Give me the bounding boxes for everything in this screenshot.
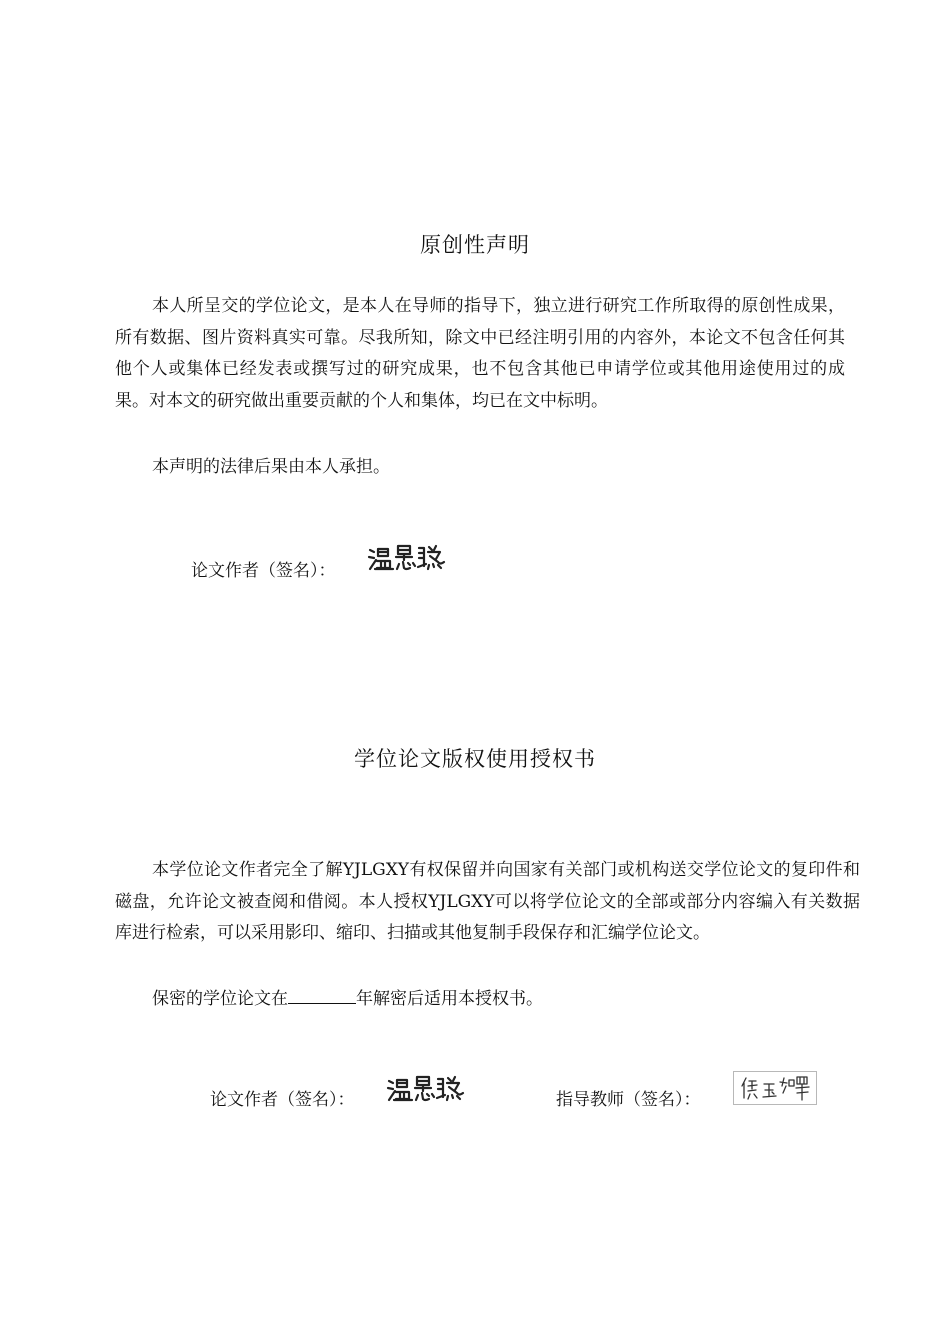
confidential-suffix-text: 年解密后适用本授权书。 — [356, 989, 543, 1009]
advisor-signature-label: 指导教师（签名）： — [556, 1090, 701, 1110]
confidential-prefix-text: 保密的学位论文在 — [152, 989, 288, 1009]
copyright-authorization-title: 学位论文版权使用授权书 — [354, 747, 596, 771]
signature-scribble-icon — [385, 1071, 469, 1105]
authorization-paragraph: 本学位论文作者完全了解YJLGXY有权保留并向国家有关部门或机构送交学位论文的复印件和磁盘，允许论文被查阅和借阅。本人授权YJLGXY可以将学位论文的全部或部分内容编入有关数据库进行检索，可以采用影印、缩印、扫描或其他复制手段保存和汇编学位论文。 — [115, 860, 860, 943]
declaration-paragraph: 本人所呈交的学位论文，是本人在导师的指导下，独立进行研究工作所取得的原创性成果，所有数据、图片资料真实可靠。尽我所知，除文中已经注明引用的内容外，本论文不包含任何其他个人或集体已经发表或撰写过的研究成果，也不包含其他已申请学位或其他用途使用过的成果。对本文的研究做出重要贡献的个人和集体，均已在文中标明。 — [115, 296, 845, 411]
declaration-liability-paragraph: 本声明的法律后果由本人承担。 — [152, 457, 390, 477]
authorization-author-signature-label: 论文作者（签名）： — [210, 1090, 355, 1110]
declaration-author-signature-label: 论文作者（签名）： — [191, 561, 336, 581]
signature-scribble-icon — [734, 1072, 816, 1104]
signature-scribble-icon — [366, 540, 450, 574]
author-handwritten-signature — [366, 540, 450, 578]
advisor-handwritten-signature — [733, 1071, 817, 1105]
years-blank-line — [288, 988, 356, 1004]
author-handwritten-signature — [385, 1071, 469, 1109]
originality-declaration-title: 原创性声明 — [420, 233, 530, 257]
confidential-thesis-paragraph — [115, 984, 845, 1016]
